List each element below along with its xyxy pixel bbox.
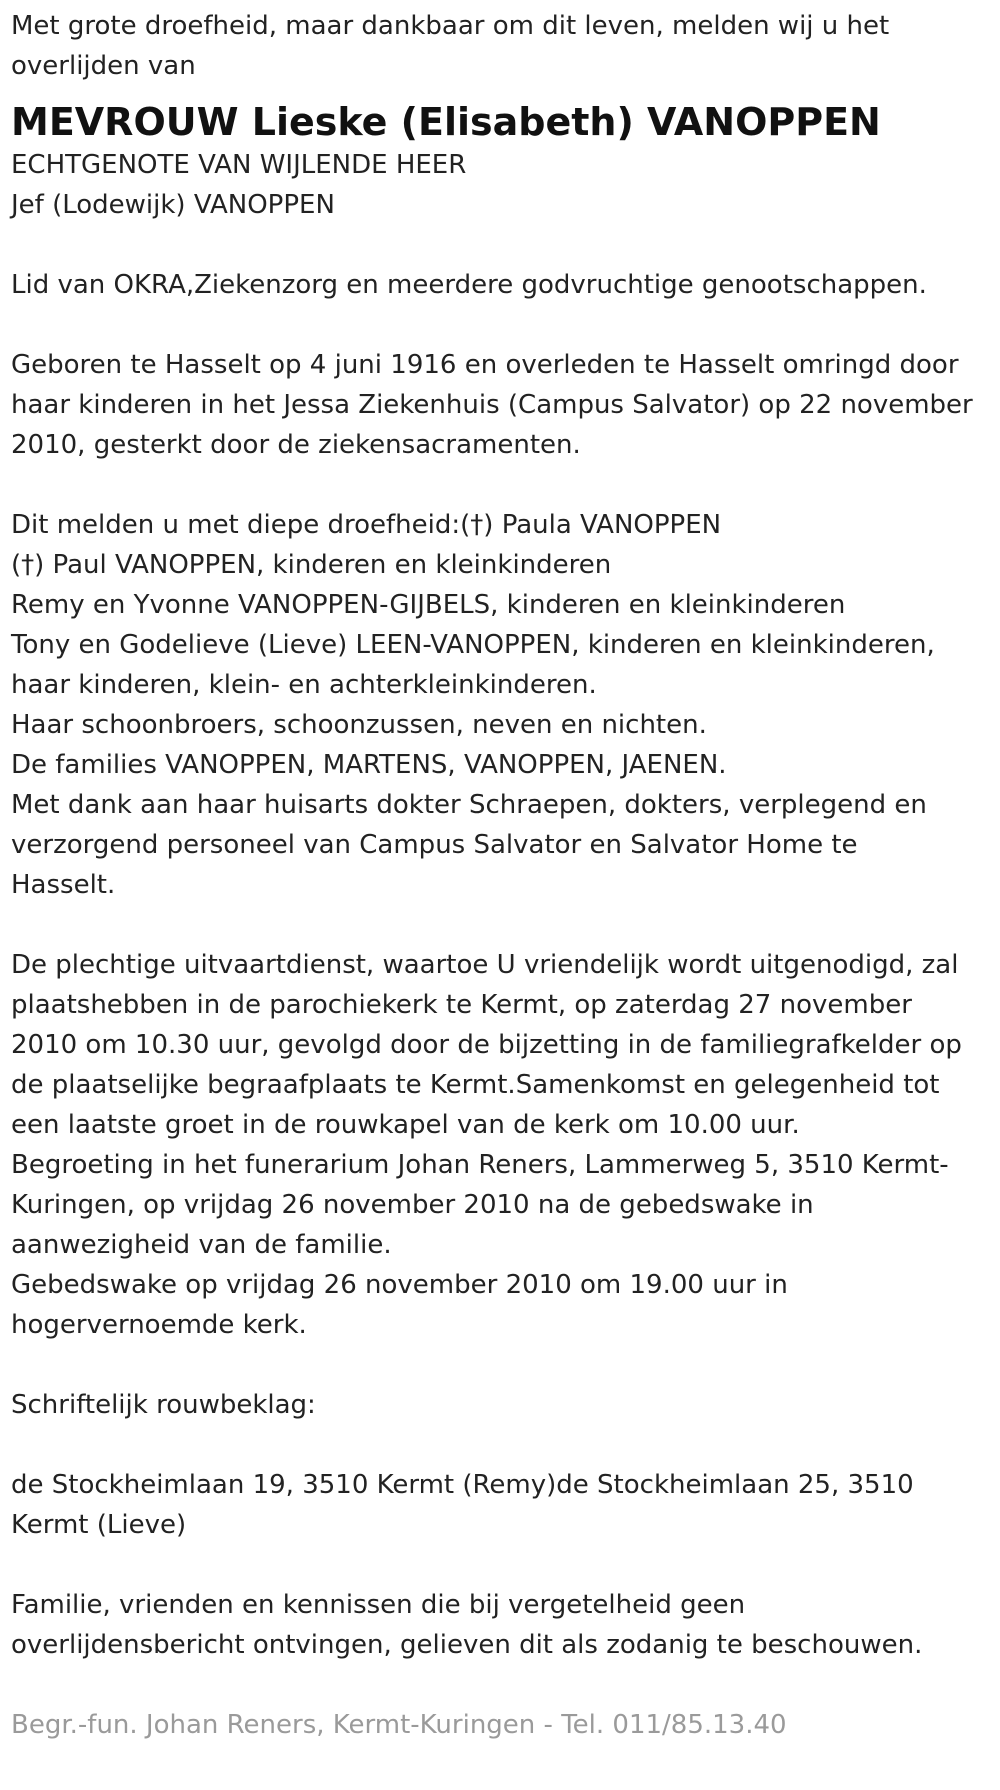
closing-line: overlijdensbericht ontvingen, gelieven dit als zodanig te beschouwen.	[11, 1630, 923, 1660]
family-line: Haar schoonbroers, schoonzussen, neven en nichten.	[11, 710, 707, 740]
footer-text: Begr.-fun. Johan Reners, Kermt-Kuringen - Tel. 011/85.13.40	[11, 1710, 787, 1740]
family-line: Dit melden u met diepe droefheid:(†) Paula VANOPPEN	[11, 510, 722, 540]
intro-line: overlijden van	[11, 51, 196, 81]
paragraph-spacer	[11, 1425, 996, 1465]
addresses-paragraph	[11, 1465, 996, 1545]
family-line: haar kinderen, klein- en achterkleinkinderen.	[11, 670, 597, 700]
ceremony-paragraph	[11, 945, 996, 1345]
intro-paragraph	[11, 6, 996, 86]
birth-death-line: haar kinderen in het Jessa Ziekenhuis (Campus Salvator) op 22 november	[11, 390, 973, 420]
family-line: De families VANOPPEN, MARTENS, VANOPPEN, JAENEN.	[11, 750, 727, 780]
paragraph-spacer	[11, 905, 996, 945]
family-line: Tony en Godelieve (Lieve) LEEN-VANOPPEN, kinderen en kleinkinderen,	[11, 630, 935, 660]
spouse-line: ECHTGENOTE VAN WIJLENDE HEER	[11, 150, 467, 180]
ceremony-line: Begroeting in het funerarium Johan Reners, Lammerweg 5, 3510 Kermt-	[11, 1150, 949, 1180]
paragraph-spacer	[11, 465, 996, 505]
obituary-notice	[11, 6, 996, 1745]
condolence-heading-text: Schriftelijk rouwbeklag:	[11, 1390, 316, 1420]
family-line: Met dank aan haar huisarts dokter Schraepen, dokters, verplegend en	[11, 790, 927, 820]
family-paragraph	[11, 505, 996, 905]
ceremony-line: aanwezigheid van de familie.	[11, 1230, 392, 1260]
ceremony-line: plaatshebben in de parochiekerk te Kermt, op zaterdag 27 november	[11, 990, 912, 1020]
family-line: Remy en Yvonne VANOPPEN-GIJBELS, kinderen en kleinkinderen	[11, 590, 846, 620]
closing-line: Familie, vrienden en kennissen die bij vergetelheid geen	[11, 1590, 746, 1620]
birth-death-line: 2010, gesterkt door de ziekensacramenten.	[11, 430, 581, 460]
paragraph-spacer	[11, 225, 996, 265]
membership-line: Lid van OKRA,Ziekenzorg en meerdere godvruchtige genootschappen.	[11, 270, 927, 300]
family-line: Hasselt.	[11, 870, 116, 900]
ceremony-line: De plechtige uitvaartdienst, waartoe U vriendelijk wordt uitgenodigd, zal	[11, 950, 959, 980]
birth-death-line: Geboren te Hasselt op 4 juni 1916 en overleden te Hasselt omringd door	[11, 350, 959, 380]
deceased-name: MEVROUW Lieske (Elisabeth) VANOPPEN	[11, 100, 881, 144]
membership-paragraph	[11, 265, 996, 305]
paragraph-spacer	[11, 1665, 996, 1705]
address-line: de Stockheimlaan 19, 3510 Kermt (Remy)de Stockheimlaan 25, 3510	[11, 1470, 914, 1500]
ceremony-line: Gebedswake op vrijdag 26 november 2010 om 19.00 uur in	[11, 1270, 788, 1300]
address-line: Kermt (Lieve)	[11, 1510, 187, 1540]
ceremony-line: Kuringen, op vrijdag 26 november 2010 na de gebedswake in	[11, 1190, 814, 1220]
spouse-line: Jef (Lodewijk) VANOPPEN	[11, 190, 335, 220]
closing-paragraph	[11, 1585, 996, 1665]
birth-death-paragraph	[11, 345, 996, 465]
ceremony-line: de plaatselijke begraafplaats te Kermt.Samenkomst en gelegenheid tot	[11, 1070, 940, 1100]
spouse-paragraph	[11, 145, 996, 225]
family-line: verzorgend personeel van Campus Salvator en Salvator Home te	[11, 830, 858, 860]
ceremony-line: een laatste groet in de rouwkapel van de kerk om 10.00 uur.	[11, 1110, 800, 1140]
paragraph-spacer	[11, 1545, 996, 1585]
paragraph-spacer	[11, 305, 996, 345]
condolence-heading	[11, 1385, 996, 1425]
family-line: (†) Paul VANOPPEN, kinderen en kleinkinderen	[11, 550, 612, 580]
ceremony-line: 2010 om 10.30 uur, gevolgd door de bijzetting in de familiegrafkelder op	[11, 1030, 962, 1060]
ceremony-line: hogervernoemde kerk.	[11, 1310, 307, 1340]
intro-line: Met grote droefheid, maar dankbaar om dit leven, melden wij u het	[11, 11, 890, 41]
funeral-home-footer	[11, 1705, 996, 1745]
paragraph-spacer	[11, 1345, 996, 1385]
